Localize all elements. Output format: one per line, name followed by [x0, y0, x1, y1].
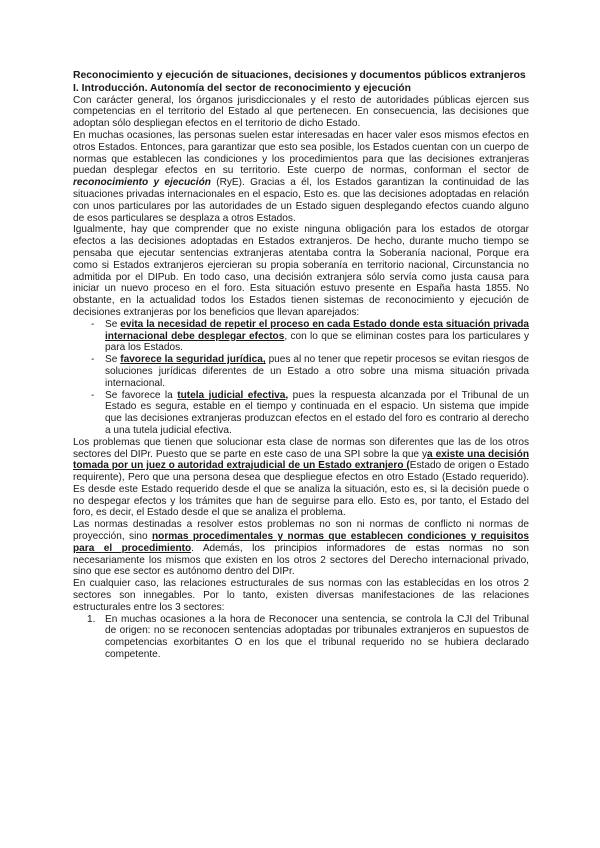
list-item — [73, 354, 529, 389]
list-item-text: Se — [105, 318, 121, 330]
list-item-emphasis: favorece la seguridad jurídica, — [120, 354, 266, 366]
paragraph-5-emphasis: normas procedimentales y normas que establecen condiciones y requisitos para el procedimiento — [73, 531, 529, 554]
list-item-text: Se favorece la — [105, 389, 178, 401]
bullet-dash: - — [91, 318, 95, 330]
paragraph-5-text-b: . Además, los principios informadores de estas normas no son necesariamente los mismos que existen en los otros 2 sectores del Derecho internacional privado, sino que ese sector es autónomo dentro del DIPr. — [73, 542, 530, 578]
list-item-text: , con lo que se eliminan costes para los particulares y para los Estados. — [105, 330, 529, 354]
list-item-text: pues al no tener que repetir procesos se evitan riesgos de soluciones jurídicas diferentes de un Estado a otro sobre una misma situación privada internacional. — [105, 354, 529, 389]
paragraph-4-emphasis: a existe una decisión tomada por un juez o autoridad extrajudicial de un Estado extranjero ( — [73, 448, 530, 472]
benefits-list — [73, 319, 529, 437]
paragraph-2 — [73, 130, 529, 224]
paragraph-2-text-a: En muchas ocasiones, las personas suelen estar interesadas en hacer valer esos mismos efectos en otros Estados. Entonces, para garantizar que esto sea posible, los Estados cuentan con un cuerpo de normas que establecen las condiciones y los procedimientos para que las decisiones extranjeras puedan desplegar efectos en su territorio. Este cuerpo de normas, conforman el sector de — [73, 129, 529, 177]
paragraph-2-text-b: (RyE). Gracias a él, los Estados garantizan la continuidad de las situaciones privadas internacionales en el espacio, Esto es. que las decisiones adoptadas en relación con unos particulares por las autoridades de un Estado siguen desplegando efectos cuando alguno de esos particulares se desplaza a otros Estados. — [73, 177, 529, 224]
bullet-dash: - — [91, 354, 95, 366]
paragraph-4-text-a: Los problemas que tienen que solucionar esta clase de normas son diferentes que las de los otros sectores del DIPr. Puesto que se parte en este caso de una SPI sobre la que y — [73, 436, 529, 460]
paragraph-5 — [73, 519, 529, 578]
list-item — [73, 390, 529, 437]
list-item-emphasis: tutela judicial efectiva, — [177, 389, 289, 401]
paragraph-2-emphasis: reconocimiento y ejecución — [73, 177, 211, 189]
list-item — [73, 614, 529, 661]
list-item — [73, 319, 529, 354]
paragraph-6: En cualquier caso, las relaciones estructurales de sus normas con las establecidas en los otros 2 sectores son innegables. Por lo tanto, existen diversas manifestaciones de las relaciones estructurales entre los 3 sectores: — [73, 578, 529, 613]
list-item-text: pues la respuesta alcanzada por el Tribunal de un Estado es segura, estable en el tiempo y continuada en el espacio. Un sistema que impide que las decisiones extranjeras produzcan efectos en el estado del foro es contrario al derecho a una tutela judicial efectiva. — [105, 389, 529, 436]
list-item-text: En muchas ocasiones a la hora de Reconocer una sentencia, se controla la CJI del Tribunal de origen: no se reconocen sentencias adoptadas por tribunales extranjeros en supuestos de competencias exorbitantes O en los que el tribunal requerido no se hubiera declarado competente. — [105, 613, 529, 661]
section-heading: I. Introducción. Autonomía del sector de reconocimiento y ejecución — [73, 82, 411, 94]
paragraph-3: Igualmente, hay que comprender que no existe ninguna obligación para los estados de otorgar efectos a las decisiones adoptadas en Estados extranjeros. De hecho, durante mucho tiempo se pensaba que ejecutar sentencias extranjeras atentaba contra la Soberanía nacional, Porque era como si Estados extranjeros ejercieran su propia soberanía en territorio nacional, Circunstancia no admitida por el DIPub. En todo caso, una decisión extranjera sólo servía como justa causa para iniciar un nuevo proceso en el foro. Esta situación estuvo presente en España hasta 1855. No obstante, en la actualidad todos los Estados tienen sistemas de reconocimiento y ejecución de decisiones extranjeras por los beneficios que llevan aparejados: — [73, 224, 529, 318]
paragraph-4-text-b: Estado de origen o Estado requirente), Pero que una persona desea que despliegue efectos en otro Estado (Estado requerido). Es desde este Estado requerido desde el que se analiza la situación, esto es, si la decisión puede o no despegar efectos y los trámites que han de seguirse para ello. Esto es, por tanto, el Estado del foro, es decir, el Estado desde el que se analiza el problema. — [73, 460, 530, 519]
bullet-dash: - — [91, 389, 95, 401]
relations-list — [73, 614, 529, 661]
list-item-text: Se — [105, 354, 121, 366]
list-item-emphasis: evita la necesidad de repetir el proceso en cada Estado donde esta situación privada internacional debe desplegar efectos — [105, 318, 529, 342]
document-title: Reconocimiento y ejecución de situaciones, decisiones y documentos públicos extranjeros — [73, 70, 526, 81]
paragraph-4 — [73, 437, 529, 520]
list-number: 1. — [87, 613, 96, 625]
paragraph-1: Con carácter general, los órganos jurisdiccionales y el resto de autoridades públicas ejercen sus competencias en el territorio del Estado al que pertenecen. En consecuencia, las decisiones que adoptan sólo despliegan efectos en el territorio de dicho Estado. — [73, 94, 529, 130]
document-body — [73, 70, 529, 661]
paragraph-5-text-a: Las normas destinadas a resolver estos problemas no son ni normas de conflicto ni normas de proyección, sino — [73, 519, 529, 543]
